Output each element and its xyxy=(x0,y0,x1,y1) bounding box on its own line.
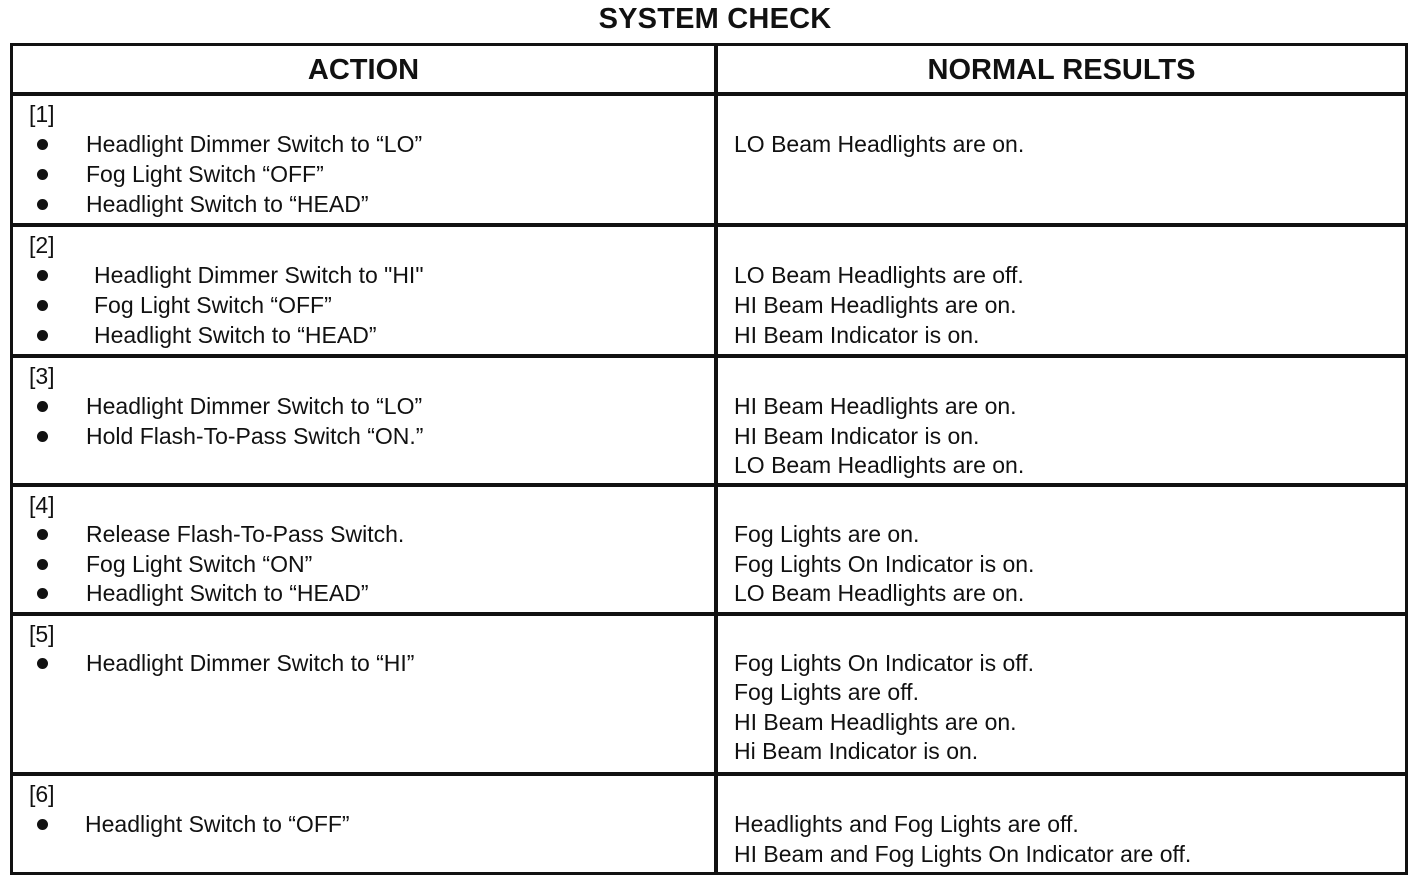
result-line: HI Beam Headlights are on. xyxy=(734,292,1017,318)
bullet-icon xyxy=(37,300,48,311)
result-line: HI Beam Indicator is on. xyxy=(734,322,980,348)
bullet-icon xyxy=(37,559,48,570)
table-row-2 xyxy=(13,227,1405,354)
action-text: Headlight Dimmer Switch to "HI" xyxy=(94,262,424,288)
step-number: [3] xyxy=(29,363,55,389)
result-line: LO Beam Headlights are on. xyxy=(734,580,1025,606)
action-text: Headlight Switch to “HEAD” xyxy=(94,322,377,348)
table-row-4 xyxy=(13,487,1405,613)
action-text: Fog Light Switch “OFF” xyxy=(86,161,324,187)
step-number: [1] xyxy=(29,101,55,127)
result-line: LO Beam Headlights are on. xyxy=(734,131,1025,157)
header-normal-results: NORMAL RESULTS xyxy=(927,54,1196,86)
bullet-icon xyxy=(37,199,48,210)
step-number: [6] xyxy=(29,781,55,807)
page-title: SYSTEM CHECK xyxy=(598,3,832,35)
bullet-icon xyxy=(37,401,48,412)
action-text: Fog Light Switch “OFF” xyxy=(94,292,332,318)
result-line: HI Beam Indicator is on. xyxy=(734,423,980,449)
action-text: Hold Flash-To-Pass Switch “ON.” xyxy=(86,423,424,449)
step-number: [5] xyxy=(29,621,55,647)
header-action: ACTION xyxy=(307,54,420,86)
bullet-icon xyxy=(37,431,48,442)
bullet-icon xyxy=(37,139,48,150)
result-line: Headlights and Fog Lights are off. xyxy=(734,811,1079,837)
step-number: [4] xyxy=(29,492,55,518)
result-line: Fog Lights On Indicator is on. xyxy=(734,551,1035,577)
result-line: HI Beam Headlights are on. xyxy=(734,709,1017,735)
system-check-table xyxy=(10,43,1408,875)
bullet-icon xyxy=(37,819,48,830)
action-text: Headlight Dimmer Switch to “LO” xyxy=(86,393,423,419)
table-row-1 xyxy=(13,96,1405,223)
action-text: Headlight Switch to “OFF” xyxy=(85,811,350,837)
bullet-icon xyxy=(37,658,48,669)
bullet-icon xyxy=(37,529,48,540)
result-line: Hi Beam Indicator is on. xyxy=(734,738,979,764)
result-line: HI Beam Headlights are on. xyxy=(734,393,1017,419)
result-line: LO Beam Headlights are on. xyxy=(734,452,1025,478)
table-row-6 xyxy=(13,776,1405,872)
result-line: Fog Lights On Indicator is off. xyxy=(734,650,1035,676)
action-text: Fog Light Switch “ON” xyxy=(86,551,313,577)
action-text: Headlight Dimmer Switch to “HI” xyxy=(86,650,415,676)
bullet-icon xyxy=(37,330,48,341)
result-line: LO Beam Headlights are off. xyxy=(734,262,1024,288)
table-row-3 xyxy=(13,358,1405,484)
result-line: Fog Lights are off. xyxy=(734,679,919,705)
action-text: Headlight Switch to “HEAD” xyxy=(86,580,369,606)
result-line: HI Beam and Fog Lights On Indicator are off. xyxy=(734,841,1192,867)
result-line: Fog Lights are on. xyxy=(734,521,920,547)
action-text: Release Flash-To-Pass Switch. xyxy=(86,521,405,547)
bullet-icon xyxy=(37,270,48,281)
action-text: Headlight Switch to “HEAD” xyxy=(86,191,369,217)
action-text: Headlight Dimmer Switch to “LO” xyxy=(86,131,423,157)
bullet-icon xyxy=(37,169,48,180)
step-number: [2] xyxy=(29,232,55,258)
table-row-5 xyxy=(13,616,1405,772)
bullet-icon xyxy=(37,588,48,599)
